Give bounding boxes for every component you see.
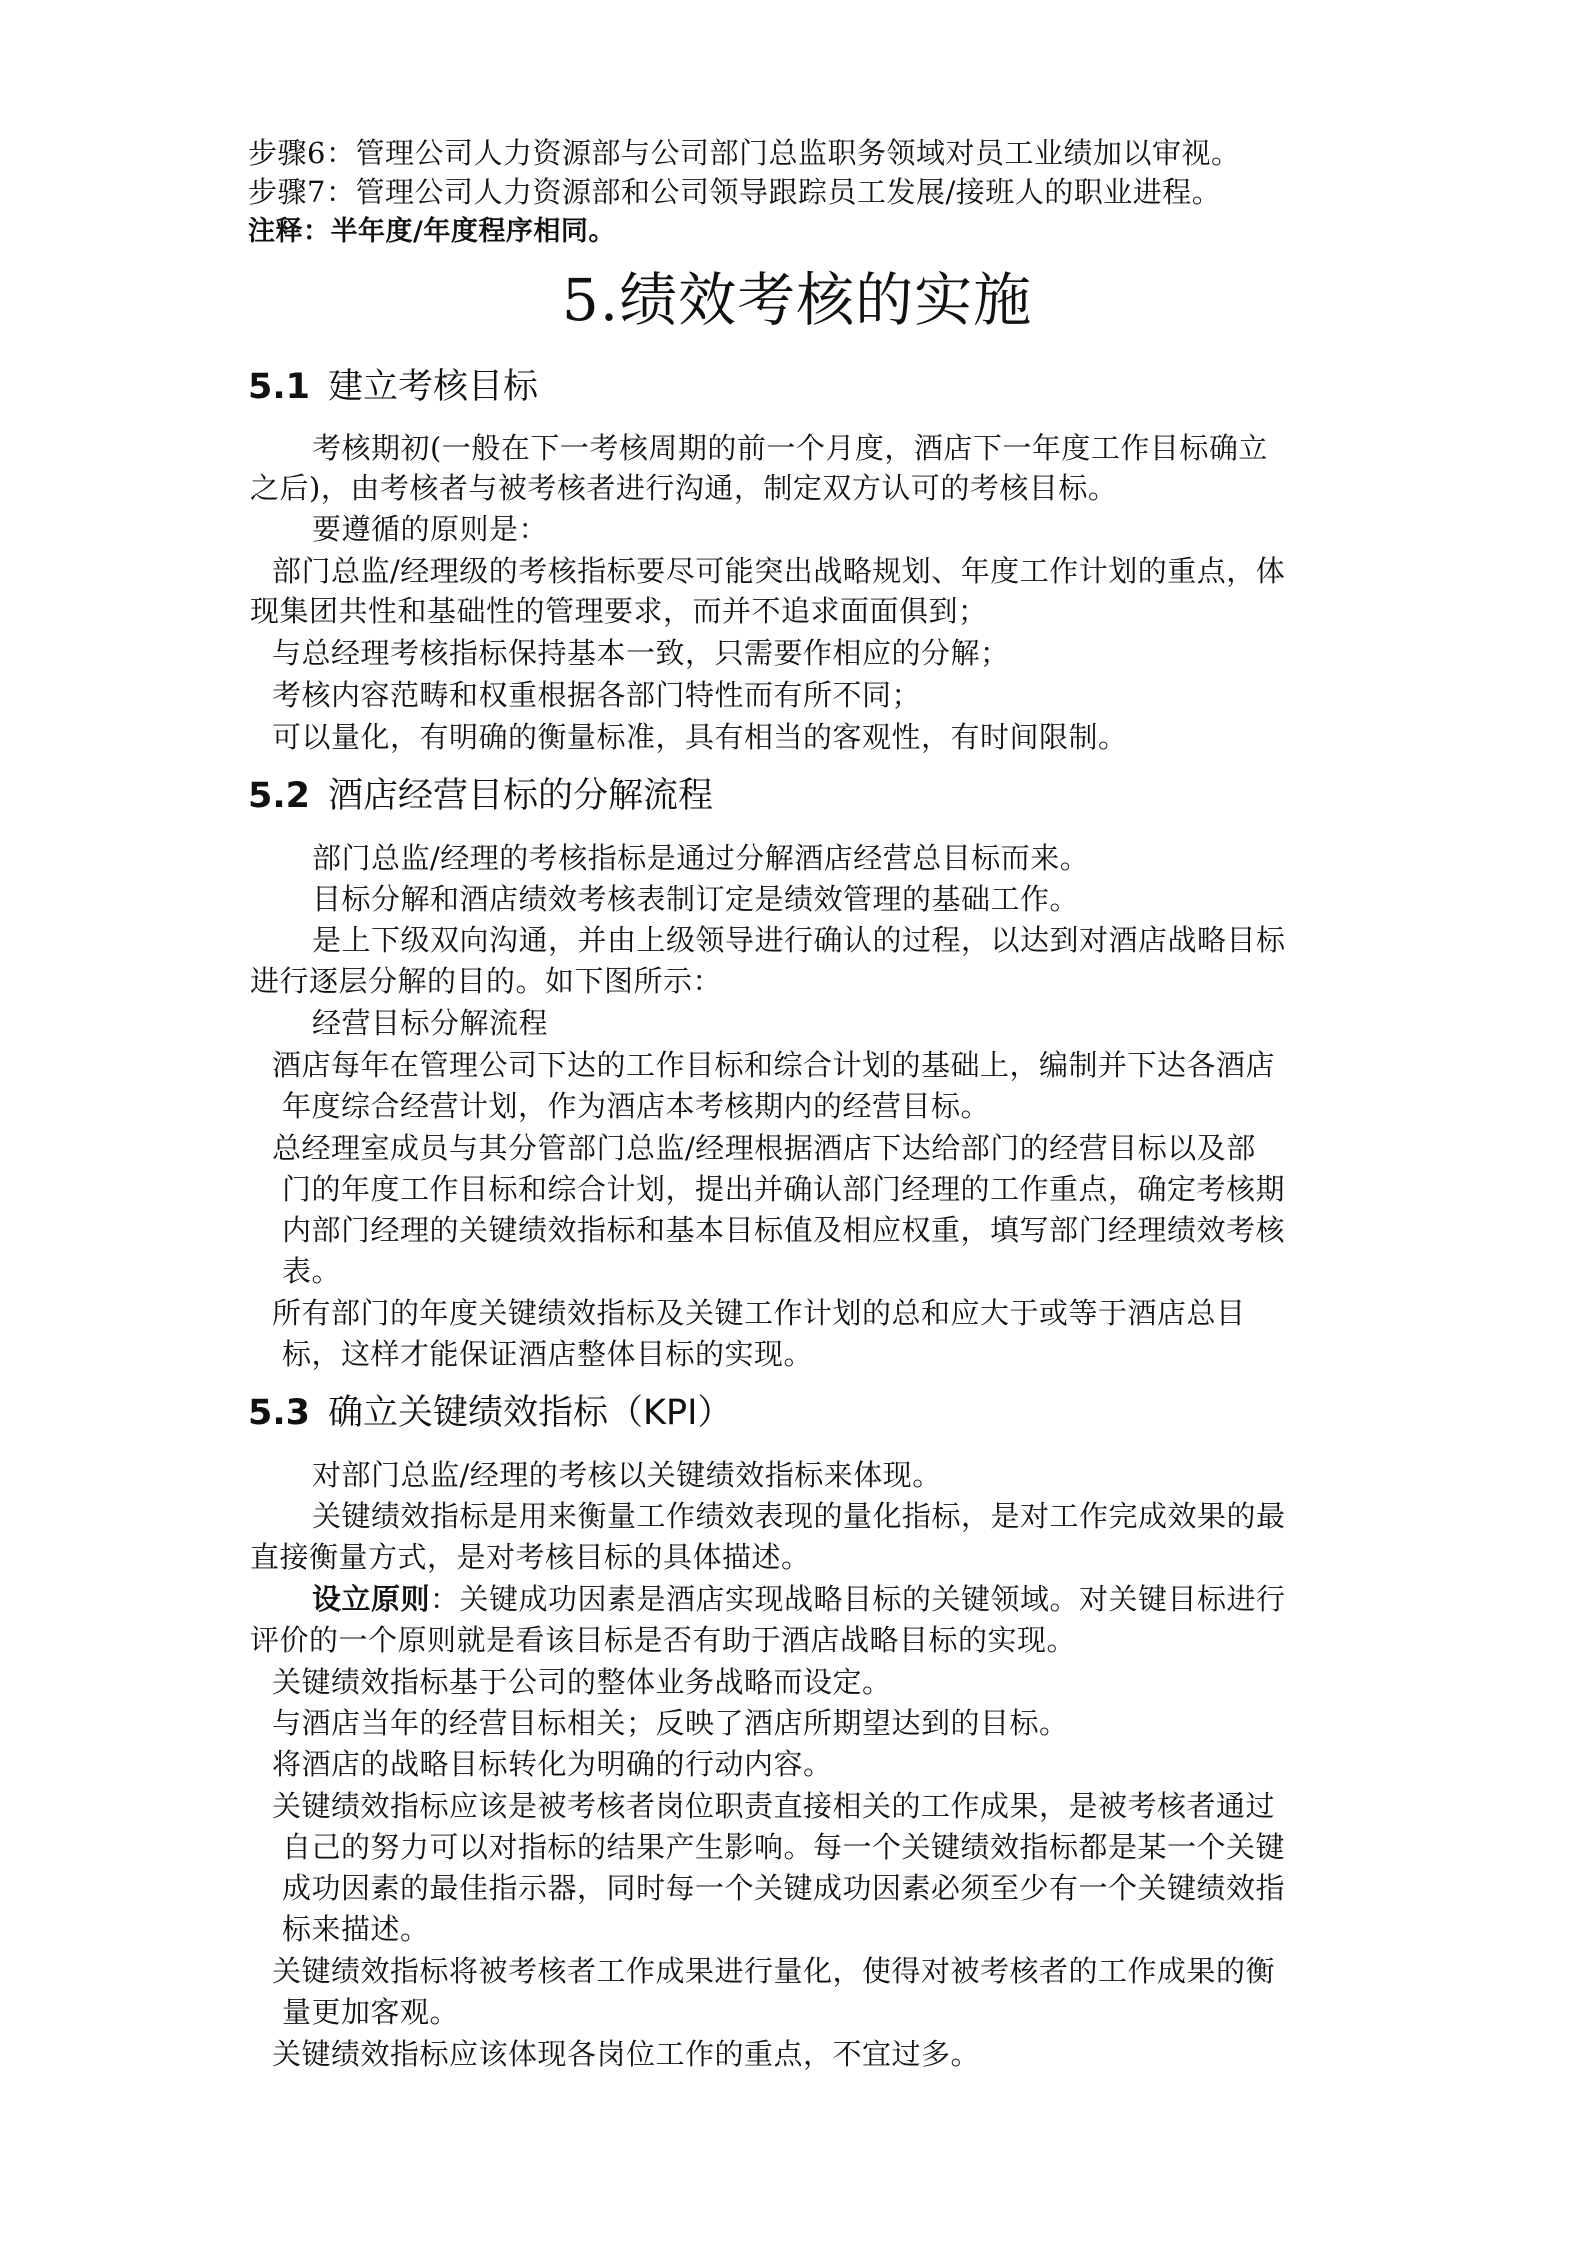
paragraph-text: ：关键成功因素是酒店实现战略目标的关键领域。对关键目标进行	[430, 1582, 1286, 1616]
list-item-continuation: 自己的努力可以对指标的结果产生影响。每一个关键绩效指标都是某一个关键	[282, 1830, 1286, 1864]
list-item: 考核内容范畴和权重根据各部门特性而有所不同；	[272, 678, 922, 712]
paragraph-line: 部门总监/经理的考核指标是通过分解酒店经营总目标而来。	[312, 841, 1090, 875]
paragraph-line: 之后)，由考核者与被考核者进行沟通，制定双方认可的考核目标。	[250, 471, 1118, 505]
paragraph-line: 考核期初(一般在下一考核周期的前一个月度，酒店下一年度工作目标确立	[312, 431, 1268, 465]
paragraph-line: 目标分解和酒店绩效考核表制订定是绩效管理的基础工作。	[312, 882, 1080, 916]
paragraph-line: 进行逐层分解的目的。如下图所示：	[250, 964, 723, 998]
section-title: 确立关键绩效指标（KPI）	[328, 1393, 733, 1433]
step6-text: 步骤6：管理公司人力资源部与公司部门总监职务领域对员工业绩加以审视。	[248, 136, 1241, 170]
list-item: 关键绩效指标基于公司的整体业务战略而设定。	[272, 1665, 892, 1699]
list-item-continuation: 标来描述。	[282, 1912, 430, 1946]
list-item: 关键绩效指标应该体现各岗位工作的重点，不宜过多。	[272, 2037, 981, 2071]
list-item-continuation: 门的年度工作目标和综合计划，提出并确认部门经理的工作重点，确定考核期	[282, 1172, 1286, 1206]
section-number: 5.1	[248, 367, 311, 407]
section-heading-5-2	[248, 773, 713, 819]
list-item: 关键绩效指标应该是被考核者岗位职责直接相关的工作成果，是被考核者通过	[272, 1789, 1276, 1823]
paragraph-line: 评价的一个原则就是看该目标是否有助于酒店战略目标的实现。	[250, 1623, 1077, 1657]
list-item-continuation: 标，这样才能保证酒店整体目标的实现。	[282, 1337, 814, 1371]
list-item-continuation: 内部门经理的关键绩效指标和基本目标值及相应权重，填写部门经理绩效考核	[282, 1213, 1286, 1247]
list-item-continuation: 表。	[282, 1254, 342, 1288]
list-item: 总经理室成员与其分管部门总监/经理根据酒店下达给部门的经营目标以及部	[272, 1131, 1256, 1165]
list-item-continuation: 成功因素的最佳指示器，同时每一个关键成功因素必须至少有一个关键绩效指	[282, 1871, 1286, 1905]
list-item-continuation: 年度综合经营计划，作为酒店本考核期内的经营目标。	[282, 1089, 991, 1123]
paragraph-line: 要遵循的原则是：	[312, 512, 549, 546]
section-number: 5.2	[248, 776, 311, 816]
paragraph-line: 经营目标分解流程	[312, 1006, 549, 1040]
list-item: 将酒店的战略目标转化为明确的行动内容。	[272, 1747, 833, 1781]
note-text: 注释：半年度/年度程序相同。	[248, 216, 616, 247]
list-item: 与酒店当年的经营目标相关；反映了酒店所期望达到的目标。	[272, 1706, 1069, 1740]
section-heading-5-3	[248, 1390, 732, 1436]
list-item: 酒店每年在管理公司下达的工作目标和综合计划的基础上，编制并下达各酒店	[272, 1048, 1276, 1082]
list-item: 与总经理考核指标保持基本一致，只需要作相应的分解；	[272, 636, 1010, 670]
paragraph-line: 对部门总监/经理的考核以关键绩效指标来体现。	[312, 1458, 942, 1492]
list-item-continuation: 现集团共性和基础性的管理要求，而并不追求面面俱到；	[250, 594, 988, 628]
step7-text: 步骤7：管理公司人力资源部和公司领导跟踪员工发展/接班人的职业进程。	[248, 175, 1222, 209]
paragraph-line: 是上下级双向沟通，并由上级领导进行确认的过程，以达到对酒店战略目标	[312, 923, 1286, 957]
list-item: 部门总监/经理级的考核指标要尽可能突出战略规划、年度工作计划的重点，体	[272, 554, 1286, 588]
section-title: 酒店经营目标的分解流程	[328, 776, 714, 816]
paragraph-line	[312, 1579, 1286, 1619]
section-title: 建立考核目标	[328, 367, 539, 407]
list-item: 所有部门的年度关键绩效指标及关键工作计划的总和应大于或等于酒店总目	[272, 1296, 1246, 1330]
page-title: 5.绩效考核的实施	[561, 266, 1033, 334]
paragraph-line: 关键绩效指标是用来衡量工作绩效表现的量化指标，是对工作完成效果的最	[312, 1499, 1286, 1533]
list-item-continuation: 量更加客观。	[282, 1995, 460, 2029]
section-heading-5-1	[248, 364, 538, 410]
list-item: 可以量化，有明确的衡量标准，具有相当的客观性，有时间限制。	[272, 720, 1128, 754]
section-number: 5.3	[248, 1393, 311, 1433]
list-item: 关键绩效指标将被考核者工作成果进行量化，使得对被考核者的工作成果的衡	[272, 1954, 1276, 1988]
emphasis-label: 设立原则	[312, 1582, 431, 1616]
paragraph-line: 直接衡量方式，是对考核目标的具体描述。	[250, 1540, 811, 1574]
